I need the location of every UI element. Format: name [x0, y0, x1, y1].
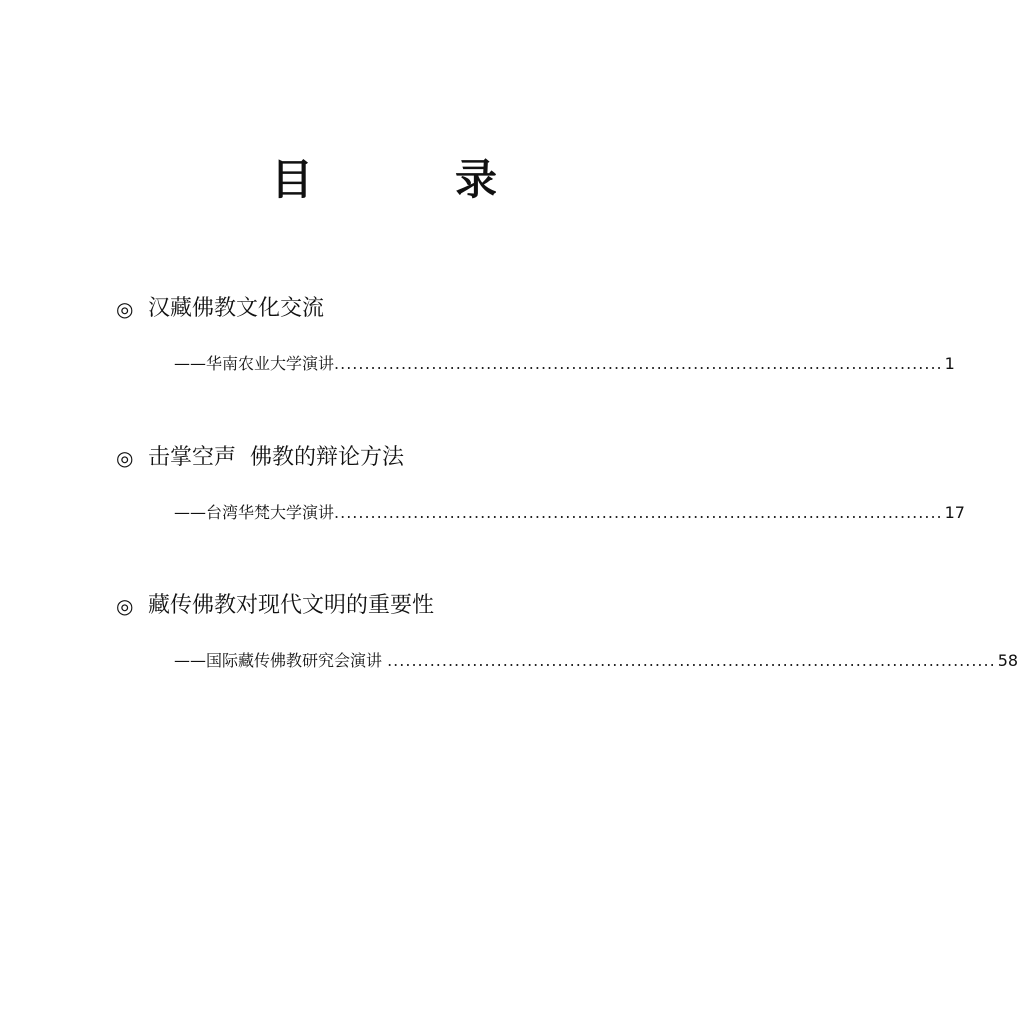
toc-page-number: 1	[944, 354, 955, 373]
dot-leader: ....................................................................................................	[387, 651, 996, 670]
toc-page-number: 17	[944, 503, 965, 522]
toc-page-number: 58	[997, 651, 1018, 670]
toc-entry-subline[interactable]	[174, 352, 955, 376]
toc-entry-subline[interactable]	[174, 649, 1018, 673]
page-title: 目 录	[270, 155, 547, 204]
toc-entry-heading	[116, 443, 404, 473]
toc-entry-subtitle: ——华南农业大学演讲	[174, 354, 335, 373]
toc-entry-subtitle: ——国际藏传佛教研究会演讲	[174, 651, 388, 670]
double-circle-bullet-icon: ◎	[116, 297, 134, 321]
toc-entry-title[interactable]: 藏传佛教对现代文明的重要性	[148, 593, 435, 618]
toc-entry-title[interactable]: 击掌空声 佛教的辩论方法	[148, 445, 404, 470]
dot-leader: ....................................................................................................	[334, 354, 943, 373]
toc-entry-heading	[116, 294, 324, 324]
toc-entry-title[interactable]: 汉藏佛教文化交流	[148, 296, 325, 321]
double-circle-bullet-icon: ◎	[116, 594, 134, 618]
toc-entry-heading	[116, 591, 434, 621]
toc-entry-subtitle: ——台湾华梵大学演讲	[174, 503, 335, 522]
dot-leader: ....................................................................................................	[334, 503, 943, 522]
toc-entry-subline[interactable]	[174, 501, 965, 525]
double-circle-bullet-icon: ◎	[116, 446, 134, 470]
